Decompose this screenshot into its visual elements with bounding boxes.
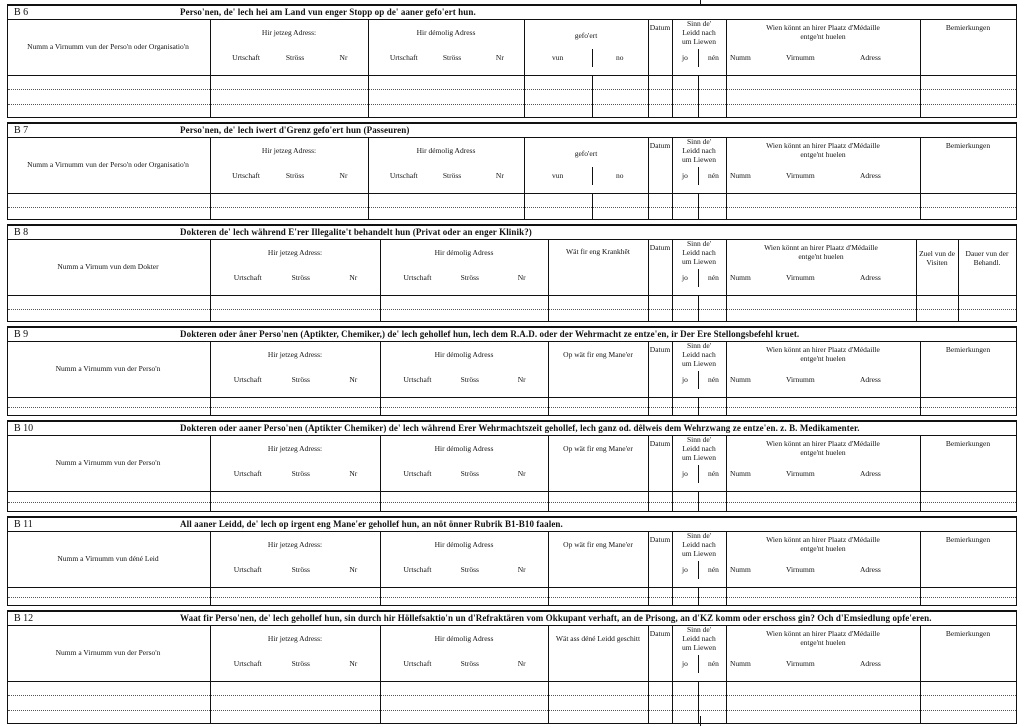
entry-rows bbox=[8, 681, 1016, 724]
former-address-stross-label: Ströss bbox=[460, 565, 479, 574]
medal-virnumm-label: Virnumm bbox=[786, 375, 815, 384]
section-code: B 10 bbox=[14, 423, 34, 434]
section-code: B 12 bbox=[14, 613, 34, 624]
entry-row-line[interactable] bbox=[8, 104, 1016, 105]
medal-recipient-line2: entge'nt huelen bbox=[800, 448, 846, 457]
section-code: B 6 bbox=[14, 7, 29, 18]
column-divider bbox=[548, 625, 549, 681]
form-section-b9 bbox=[7, 326, 1017, 416]
form-section-b6 bbox=[7, 4, 1017, 118]
section-code: B 9 bbox=[14, 329, 29, 340]
current-address-label: Hir jetzeg Adress: bbox=[267, 634, 323, 643]
binding-mark-bottom bbox=[700, 716, 701, 726]
medal-recipient-line1: Wien könnt an hirer Plaatz d'Médaille bbox=[766, 535, 880, 544]
gefoert-to-label: no bbox=[616, 171, 624, 180]
column-divider bbox=[726, 681, 727, 724]
form-section-b8 bbox=[7, 224, 1017, 322]
column-divider bbox=[210, 75, 211, 118]
binding-mark-top bbox=[700, 0, 701, 6]
alive-no-label: nén bbox=[708, 375, 719, 384]
medal-virnumm-label: Virnumm bbox=[786, 53, 815, 62]
column-divider bbox=[548, 239, 549, 295]
medal-adress-label: Adress bbox=[860, 469, 881, 478]
detail-column-label: Op wät fir eng Mane'er bbox=[563, 540, 633, 549]
gefoert-divider bbox=[592, 75, 593, 118]
alive-question-line1: Sinn de' bbox=[686, 137, 712, 146]
current-address-stross-label: Ströss bbox=[285, 53, 305, 62]
name-column-label: Numm a Virnumm vun der Perso'n bbox=[55, 364, 161, 373]
name-column-label: Numm a Virnumm vun der Perso'n oder Organisatio'n bbox=[27, 42, 189, 51]
former-address-nr-label: Nr bbox=[495, 171, 504, 180]
column-header-band bbox=[8, 137, 1016, 194]
former-address-stross-label: Ströss bbox=[460, 273, 479, 282]
current-address-stross-label: Ströss bbox=[285, 171, 305, 180]
former-address-urtschaft-label: Urtschaft bbox=[403, 469, 432, 478]
column-header-band bbox=[8, 19, 1016, 76]
former-address-urtschaft-label: Urtschaft bbox=[403, 659, 432, 668]
alive-question-line1: Sinn de' bbox=[686, 625, 712, 634]
alive-question-line2: Leidd nach bbox=[682, 350, 716, 359]
former-address-nr-label: Nr bbox=[517, 469, 526, 478]
column-divider bbox=[368, 75, 369, 118]
alive-question-line2: Leidd nach bbox=[682, 28, 716, 37]
alive-question-line3: um Liewen bbox=[682, 453, 716, 462]
column-header-band bbox=[8, 239, 1016, 296]
form-section-b12 bbox=[7, 610, 1017, 724]
section-heading bbox=[8, 328, 1016, 342]
former-address-stross-label: Ströss bbox=[460, 659, 479, 668]
section-heading bbox=[8, 124, 1016, 138]
former-address-label: Hir démolig Adress bbox=[434, 248, 494, 257]
alive-yes-label: jo bbox=[682, 659, 688, 668]
datum-label: Datum bbox=[649, 141, 671, 150]
alive-question-line3: um Liewen bbox=[682, 155, 716, 164]
medal-recipient-line2: entge'nt huelen bbox=[800, 354, 846, 363]
current-address-label: Hir jetzeg Adress: bbox=[267, 350, 323, 359]
alive-no-label: nén bbox=[708, 273, 719, 282]
current-address-urtschaft-label: Urtschaft bbox=[233, 375, 262, 384]
current-address-label: Hir jetzeg Adress: bbox=[267, 248, 323, 257]
medal-numm-label: Numm bbox=[730, 273, 751, 282]
entry-row-line[interactable] bbox=[8, 207, 1016, 208]
alive-question-line2: Leidd nach bbox=[682, 146, 716, 155]
alive-no-label: nén bbox=[708, 565, 719, 574]
name-column-label: Numm a Virnumm vun déné Leid bbox=[57, 554, 159, 563]
alive-yes-label: jo bbox=[682, 273, 688, 282]
column-divider bbox=[524, 19, 525, 75]
form-section-b11 bbox=[7, 516, 1017, 606]
detail-column-label: Op wät fir eng Mane'er bbox=[563, 350, 633, 359]
alive-question-line1: Sinn de' bbox=[686, 435, 712, 444]
former-address-nr-label: Nr bbox=[517, 273, 526, 282]
former-address-urtschaft-label: Urtschaft bbox=[389, 171, 418, 180]
alive-question-line2: Leidd nach bbox=[682, 540, 716, 549]
current-address-stross-label: Ströss bbox=[291, 659, 310, 668]
entry-rows bbox=[8, 397, 1016, 416]
section-title: Dokteren de' lech während E'rer Illegalite't behandelt hun (Privat oder an enger Klinik?) bbox=[180, 227, 532, 237]
current-address-label: Hir jetzeg Adress: bbox=[267, 444, 323, 453]
former-address-nr-label: Nr bbox=[517, 565, 526, 574]
alive-divider bbox=[698, 49, 699, 67]
column-divider bbox=[380, 681, 381, 724]
section-heading bbox=[8, 612, 1016, 626]
former-address-urtschaft-label: Urtschaft bbox=[389, 53, 418, 62]
former-address-nr-label: Nr bbox=[517, 659, 526, 668]
former-address-stross-label: Ströss bbox=[460, 375, 479, 384]
datum-label: Datum bbox=[649, 243, 671, 252]
column-divider bbox=[548, 341, 549, 397]
form-sheet bbox=[7, 4, 1017, 724]
medal-adress-label: Adress bbox=[860, 375, 881, 384]
section-heading bbox=[8, 226, 1016, 240]
current-address-nr-label: Nr bbox=[349, 469, 358, 478]
alive-yes-label: jo bbox=[682, 469, 688, 478]
gefoert-from-label: vun bbox=[552, 53, 564, 62]
alive-question-line2: Leidd nach bbox=[682, 634, 716, 643]
current-address-nr-label: Nr bbox=[339, 171, 348, 180]
medal-numm-label: Numm bbox=[730, 375, 751, 384]
column-divider bbox=[672, 75, 673, 118]
alive-divider bbox=[698, 167, 699, 185]
alive-no-label: nén bbox=[708, 53, 719, 62]
medal-numm-label: Numm bbox=[730, 469, 751, 478]
medal-numm-label: Numm bbox=[730, 565, 751, 574]
form-section-b7 bbox=[7, 122, 1017, 220]
current-address-stross-label: Ströss bbox=[291, 469, 310, 478]
medal-adress-label: Adress bbox=[860, 53, 881, 62]
column-header-band bbox=[8, 531, 1016, 588]
column-divider bbox=[548, 531, 549, 587]
alive-divider bbox=[698, 561, 699, 579]
column-divider bbox=[920, 75, 921, 118]
current-address-nr-label: Nr bbox=[339, 53, 348, 62]
remarks-label: Bemierkungen bbox=[945, 439, 991, 448]
medal-virnumm-label: Virnumm bbox=[786, 565, 815, 574]
gefoert-label: gefo'ert bbox=[574, 149, 598, 158]
current-address-urtschaft-label: Urtschaft bbox=[232, 171, 261, 180]
name-column-label: Numm a Virnumm vun der Perso'n bbox=[55, 458, 161, 467]
column-header-band bbox=[8, 435, 1016, 492]
gefoert-divider bbox=[592, 167, 593, 185]
former-address-stross-label: Ströss bbox=[460, 469, 479, 478]
section-code: B 11 bbox=[14, 519, 33, 530]
column-header-band bbox=[8, 341, 1016, 398]
medal-adress-label: Adress bbox=[860, 565, 881, 574]
current-address-nr-label: Nr bbox=[349, 659, 358, 668]
datum-label: Datum bbox=[649, 23, 671, 32]
column-divider bbox=[958, 239, 959, 295]
medal-recipient-line2: entge'nt huelen bbox=[800, 544, 846, 553]
remarks-label: Bemierkungen bbox=[945, 629, 991, 638]
current-address-stross-label: Ströss bbox=[291, 565, 310, 574]
medal-adress-label: Adress bbox=[860, 273, 881, 282]
detail-column-label: Wät ass déné Leidd geschitt bbox=[555, 634, 641, 643]
current-address-label: Hir jetzeg Adress: bbox=[261, 146, 317, 155]
former-address-label: Hir démolig Adress bbox=[434, 540, 494, 549]
medal-recipient-line1: Wien könnt an hirer Plaatz d'Médaille bbox=[766, 629, 880, 638]
current-address-urtschaft-label: Urtschaft bbox=[233, 469, 262, 478]
column-divider bbox=[548, 435, 549, 491]
section-heading bbox=[8, 422, 1016, 436]
column-divider bbox=[672, 681, 673, 724]
entry-rows bbox=[8, 587, 1016, 606]
form-section-b10 bbox=[7, 420, 1017, 512]
former-address-urtschaft-label: Urtschaft bbox=[403, 273, 432, 282]
section-code: B 8 bbox=[14, 227, 29, 238]
former-address-label: Hir démolig Adress bbox=[434, 444, 494, 453]
alive-yes-label: jo bbox=[682, 565, 688, 574]
medal-adress-label: Adress bbox=[860, 171, 881, 180]
alive-divider bbox=[698, 75, 699, 118]
alive-yes-label: jo bbox=[682, 53, 688, 62]
medal-recipient-line2: entge'nt huelen bbox=[800, 32, 846, 41]
remarks-label: Bemierkungen bbox=[945, 23, 991, 32]
column-divider bbox=[524, 75, 525, 118]
current-address-urtschaft-label: Urtschaft bbox=[233, 273, 262, 282]
alive-question-line1: Sinn de' bbox=[686, 239, 712, 248]
current-address-nr-label: Nr bbox=[349, 375, 358, 384]
former-address-label: Hir démolig Adress bbox=[416, 146, 476, 155]
column-divider bbox=[210, 681, 211, 724]
former-address-urtschaft-label: Urtschaft bbox=[403, 375, 432, 384]
section-title: Perso'nen, de' lech iwert d'Grenz gefo'ert hun (Passeuren) bbox=[180, 125, 410, 135]
datum-label: Datum bbox=[649, 535, 671, 544]
alive-question-line1: Sinn de' bbox=[686, 341, 712, 350]
column-divider bbox=[920, 681, 921, 724]
section-heading bbox=[8, 6, 1016, 20]
remarks-label: Bemierkungen bbox=[945, 141, 991, 150]
column-divider bbox=[726, 75, 727, 118]
entry-row-line[interactable] bbox=[8, 407, 1016, 408]
alive-question-line2: Leidd nach bbox=[682, 248, 716, 257]
section-title: All aaner Leidd, de' lech op irgent eng Mane'er gehollef hun, an nöt önner Rubrik B1-B10 faalen. bbox=[180, 519, 563, 529]
alive-divider bbox=[698, 465, 699, 483]
datum-label: Datum bbox=[649, 345, 671, 354]
medal-recipient-line1: Wien könnt an hirer Plaatz d'Médaille bbox=[766, 23, 880, 32]
alive-question-line1: Sinn de' bbox=[686, 19, 712, 28]
entry-rows bbox=[8, 193, 1016, 220]
alive-question-line1: Sinn de' bbox=[686, 531, 712, 540]
remarks-label: Bemierkungen bbox=[945, 535, 991, 544]
current-address-urtschaft-label: Urtschaft bbox=[233, 659, 262, 668]
current-address-label: Hir jetzeg Adress: bbox=[267, 540, 323, 549]
medal-virnumm-label: Virnumm bbox=[786, 659, 815, 668]
entry-row-line[interactable] bbox=[8, 597, 1016, 598]
former-address-label: Hir démolig Adress bbox=[416, 28, 476, 37]
alive-question-line3: um Liewen bbox=[682, 643, 716, 652]
medal-recipient-line1: Wien könnt an hirer Plaatz d'Médaille bbox=[766, 345, 880, 354]
medal-numm-label: Numm bbox=[730, 53, 751, 62]
current-address-stross-label: Ströss bbox=[291, 273, 310, 282]
gefoert-from-label: vun bbox=[552, 171, 564, 180]
section-title: Dokteren oder aaner Perso'nen (Aptikter Chemiker) de' lech während Erer Wehrmachtszeit gehollef, lech ganz od. dêlweis dem Wehrzwang ze entze'en. z. B. Medikamenter. bbox=[180, 423, 860, 433]
gefoert-to-label: no bbox=[616, 53, 624, 62]
former-address-label: Hir démolig Adress bbox=[434, 350, 494, 359]
former-address-urtschaft-label: Urtschaft bbox=[403, 565, 432, 574]
alive-no-label: nén bbox=[708, 659, 719, 668]
gefoert-label: gefo'ert bbox=[574, 31, 598, 40]
alive-divider bbox=[698, 269, 699, 287]
alive-question-line3: um Liewen bbox=[682, 549, 716, 558]
detail-column-label: Op wät fir eng Mane'er bbox=[563, 444, 633, 453]
current-address-nr-label: Nr bbox=[349, 273, 358, 282]
current-address-nr-label: Nr bbox=[349, 565, 358, 574]
alive-divider bbox=[698, 655, 699, 673]
alive-yes-label: jo bbox=[682, 375, 688, 384]
medal-virnumm-label: Virnumm bbox=[786, 273, 815, 282]
alive-no-label: nén bbox=[708, 171, 719, 180]
alive-question-line3: um Liewen bbox=[682, 37, 716, 46]
alive-question-line2: Leidd nach bbox=[682, 444, 716, 453]
name-column-label: Numm a Virnum vun dem Dokter bbox=[57, 262, 159, 271]
medal-recipient-line1: Wien könnt an hirer Plaatz d'Médaille bbox=[764, 243, 878, 252]
datum-label: Datum bbox=[649, 439, 671, 448]
alive-divider bbox=[698, 681, 699, 724]
section-heading bbox=[8, 518, 1016, 532]
current-address-urtschaft-label: Urtschaft bbox=[233, 565, 262, 574]
entry-row-line[interactable] bbox=[8, 710, 1016, 711]
visits-label: Zuel vun de Visiten bbox=[919, 249, 955, 267]
medal-numm-label: Numm bbox=[730, 171, 751, 180]
section-title: Perso'nen, de' lech hei am Land vun enger Stopp op de' aaner gefo'ert hun. bbox=[180, 7, 476, 17]
former-address-stross-label: Ströss bbox=[442, 53, 462, 62]
entry-row-line[interactable] bbox=[8, 695, 1016, 696]
medal-recipient-line1: Wien könnt an hirer Plaatz d'Médaille bbox=[766, 439, 880, 448]
entry-rows bbox=[8, 75, 1016, 118]
medal-recipient-line2: entge'nt huelen bbox=[798, 252, 844, 261]
current-address-urtschaft-label: Urtschaft bbox=[232, 53, 261, 62]
column-divider bbox=[548, 681, 549, 724]
alive-divider bbox=[698, 371, 699, 389]
alive-question-line3: um Liewen bbox=[682, 359, 716, 368]
medal-virnumm-label: Virnumm bbox=[786, 171, 815, 180]
section-title: Waat fir Perso'nen, de' lech gehollef hun, sin durch hir Höllefsaktio'n un d'Refraktären vom Okkupant verhaft, an de Prisong, an d'KZ komm oder erschoss gin? Och d'Emsiedlung opfe'eren. bbox=[180, 613, 932, 623]
column-divider bbox=[648, 75, 649, 118]
duration-label: Dauer vun der Behandl. bbox=[965, 249, 1009, 267]
former-address-nr-label: Nr bbox=[517, 375, 526, 384]
name-column-label: Numm a Virnumm vun der Perso'n bbox=[55, 648, 161, 657]
former-address-label: Hir démolig Adress bbox=[434, 634, 494, 643]
column-divider bbox=[648, 681, 649, 724]
entry-row-line[interactable] bbox=[8, 309, 1016, 310]
column-divider bbox=[524, 137, 525, 193]
datum-label: Datum bbox=[649, 629, 671, 638]
column-header-band bbox=[8, 625, 1016, 682]
current-address-stross-label: Ströss bbox=[291, 375, 310, 384]
former-address-nr-label: Nr bbox=[495, 53, 504, 62]
detail-column-label: Wät fir eng Krankhêt bbox=[566, 247, 630, 256]
section-code: B 7 bbox=[14, 125, 29, 136]
entry-rows bbox=[8, 491, 1016, 512]
medal-recipient-line1: Wien könnt an hirer Plaatz d'Médaille bbox=[766, 141, 880, 150]
former-address-stross-label: Ströss bbox=[442, 171, 462, 180]
column-divider bbox=[916, 239, 917, 295]
gefoert-divider bbox=[592, 49, 593, 67]
medal-adress-label: Adress bbox=[860, 659, 881, 668]
entry-row-line[interactable] bbox=[8, 502, 1016, 503]
medal-numm-label: Numm bbox=[730, 659, 751, 668]
entry-rows bbox=[8, 295, 1016, 322]
section-title: Dokteren oder âner Perso'nen (Aptikter, Chemiker,) de' lech gehollef hun, lech dem R.A.D. oder der Wehrmacht ze entze'en, ir Der Ere Stellongsbefehl kruet. bbox=[180, 329, 800, 339]
medal-recipient-line2: entge'nt huelen bbox=[800, 638, 846, 647]
remarks-label: Bemierkungen bbox=[945, 345, 991, 354]
alive-yes-label: jo bbox=[682, 171, 688, 180]
name-column-label: Numm a Virnumm vun der Perso'n oder Organisatio'n bbox=[27, 160, 189, 169]
entry-row-line[interactable] bbox=[8, 89, 1016, 90]
medal-recipient-line2: entge'nt huelen bbox=[800, 150, 846, 159]
alive-question-line3: um Liewen bbox=[682, 257, 716, 266]
current-address-label: Hir jetzeg Adress: bbox=[261, 28, 317, 37]
medal-virnumm-label: Virnumm bbox=[786, 469, 815, 478]
alive-no-label: nén bbox=[708, 469, 719, 478]
